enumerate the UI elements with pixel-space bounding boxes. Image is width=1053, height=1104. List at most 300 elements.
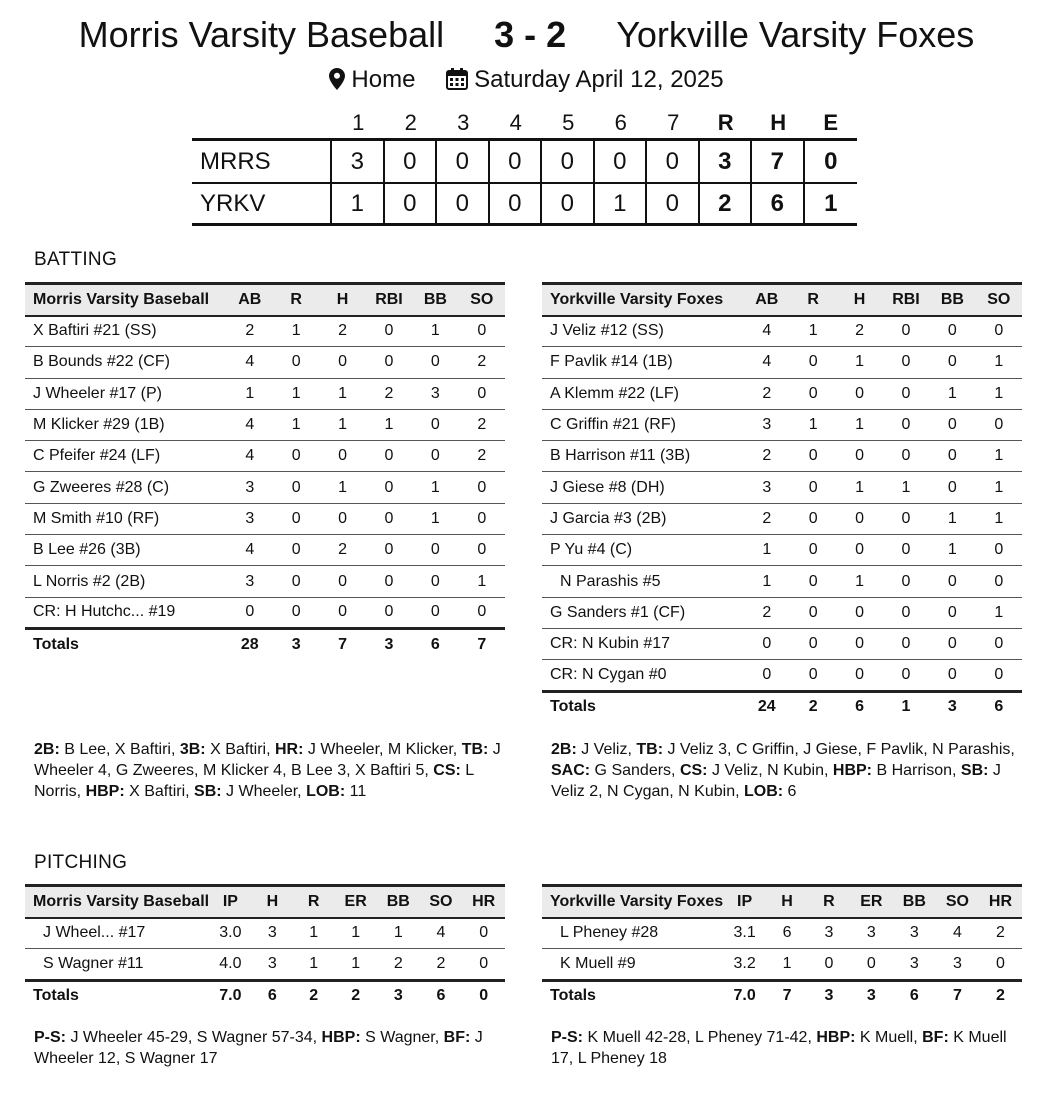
stat-value: 4	[744, 316, 790, 347]
table-row	[542, 597, 1022, 628]
stat-value: 3	[227, 503, 273, 534]
stat-value: 0	[976, 660, 1022, 691]
stat-value: 2	[744, 441, 790, 472]
totals-value: 6	[893, 980, 936, 1011]
stat-value: 2	[836, 316, 882, 347]
stat-value: 0	[319, 566, 365, 597]
stat-value: 1	[319, 378, 365, 409]
table-row	[25, 409, 505, 440]
note-value: K Muell 42-28, L Pheney 71-42,	[583, 1029, 817, 1046]
stat-value: 0	[462, 918, 505, 949]
note-value: J Veliz,	[576, 741, 637, 758]
totals-value: 1	[883, 691, 929, 722]
inning-score: 0	[647, 141, 700, 182]
table-row	[25, 918, 505, 949]
inning-score: 0	[595, 141, 648, 182]
stat-value: 0	[883, 566, 929, 597]
stat-value: 0	[273, 535, 319, 566]
stat-value: 1	[293, 949, 334, 980]
runs-total: 3	[700, 141, 753, 182]
stat-value: 1	[334, 918, 377, 949]
table-row	[25, 441, 505, 472]
stat-value: 0	[929, 441, 975, 472]
column-header: H	[836, 284, 882, 316]
table-row	[25, 472, 505, 503]
stat-value: 0	[929, 566, 975, 597]
note-key: SB:	[960, 762, 989, 779]
player-name: J Garcia #3 (2B)	[542, 503, 744, 534]
column-header: AB	[744, 284, 790, 316]
stat-value: 1	[377, 918, 420, 949]
column-header: SO	[976, 284, 1022, 316]
note-key: BF:	[922, 1029, 949, 1046]
runs-total: 2	[700, 184, 753, 223]
stat-value: 0	[836, 597, 882, 628]
table-row	[542, 347, 1022, 378]
linescore-team: YRKV	[192, 184, 332, 223]
stat-value: 1	[976, 503, 1022, 534]
note-value: B Harrison,	[872, 762, 961, 779]
stat-value: 0	[273, 597, 319, 628]
stat-value: 0	[883, 441, 929, 472]
stat-value: 0	[883, 597, 929, 628]
player-name: B Bounds #22 (CF)	[25, 347, 227, 378]
player-name: CR: N Cygan #0	[542, 660, 744, 691]
stat-value: 0	[459, 378, 505, 409]
stat-value: 4	[227, 441, 273, 472]
away-pitching-table	[25, 884, 505, 1011]
stat-value: 1	[366, 409, 412, 440]
stat-value: 0	[976, 628, 1022, 659]
note-key: 2B:	[551, 741, 577, 758]
player-name: J Wheel... #17	[25, 918, 209, 949]
totals-value: 24	[744, 691, 790, 722]
player-name: P Yu #4 (C)	[542, 535, 744, 566]
table-row	[542, 660, 1022, 691]
stat-value: 1	[273, 409, 319, 440]
player-name: C Griffin #21 (RF)	[542, 409, 744, 440]
stat-value: 0	[412, 441, 458, 472]
date-info	[446, 66, 724, 94]
column-header: R	[293, 886, 334, 918]
stat-value: 1	[293, 918, 334, 949]
stat-value: 0	[273, 566, 319, 597]
stat-value: 0	[462, 949, 505, 980]
note-value: J Wheeler, M Klicker,	[303, 741, 462, 758]
stat-value: 0	[836, 660, 882, 691]
stat-value: 6	[766, 918, 808, 949]
table-row	[25, 378, 505, 409]
errors-total: 0	[824, 147, 838, 175]
player-name: J Giese #8 (DH)	[542, 472, 744, 503]
stat-value: 0	[319, 441, 365, 472]
stat-value: 2	[366, 378, 412, 409]
table-header-row	[542, 886, 1022, 918]
errors-total: 1	[824, 189, 838, 217]
stat-value: 0	[790, 378, 836, 409]
stat-value: 4	[420, 918, 463, 949]
player-name: CR: N Kubin #17	[542, 628, 744, 659]
pitching-section-title: PITCHING	[34, 852, 128, 873]
inning-2-header: 2	[404, 110, 417, 135]
note-key: SAC:	[551, 762, 591, 779]
inning-score: 0	[542, 141, 595, 182]
stat-value: 1	[790, 409, 836, 440]
player-name: K Muell #9	[542, 949, 723, 980]
stat-value: 0	[976, 566, 1022, 597]
player-name: A Klemm #22 (LF)	[542, 378, 744, 409]
totals-row	[542, 980, 1022, 1011]
column-header: RBI	[366, 284, 412, 316]
away-pitching-notes	[34, 1027, 504, 1069]
stat-value: 0	[790, 441, 836, 472]
stat-value: 0	[412, 535, 458, 566]
note-value: L Norris,	[34, 762, 474, 800]
stat-value: 0	[836, 628, 882, 659]
note-key: CS:	[433, 762, 461, 779]
note-key: TB:	[636, 741, 664, 758]
inning-score: 3	[332, 141, 385, 182]
totals-label: Totals	[25, 628, 227, 659]
stat-value: 4	[936, 918, 979, 949]
note-value: J Wheeler 4, G Zweeres, M Klicker 4, B Lee 3, X Baftiri 5,	[34, 741, 501, 779]
stat-value: 3	[893, 949, 936, 980]
stat-value: 0	[850, 949, 893, 980]
note-key: 3B:	[179, 741, 206, 758]
stat-value: 0	[883, 316, 929, 347]
column-header: R	[273, 284, 319, 316]
stat-value: 0	[790, 566, 836, 597]
note-key: BF:	[443, 1029, 471, 1046]
inning-3-header: 3	[457, 110, 470, 135]
stat-value: 0	[227, 597, 273, 628]
hits-total: 6	[752, 184, 805, 223]
home-pitching-table	[542, 884, 1022, 1011]
stat-value: 0	[412, 347, 458, 378]
note-key: P-S:	[34, 1029, 66, 1046]
away-batting-notes	[34, 739, 504, 802]
stat-value: 0	[412, 409, 458, 440]
table-header-row	[25, 886, 505, 918]
stat-value: 2	[459, 347, 505, 378]
stat-value: 2	[420, 949, 463, 980]
totals-value: 3	[808, 980, 850, 1011]
totals-value: 3	[366, 628, 412, 659]
note-key: P-S:	[551, 1029, 583, 1046]
table-row	[542, 918, 1022, 949]
stat-value: 0	[366, 347, 412, 378]
stat-value: 2	[319, 316, 365, 347]
inning-score: 0	[490, 141, 543, 182]
note-value: J Veliz 2, N Cygan, N Kubin,	[551, 762, 1001, 800]
note-value: J Veliz, N Kubin,	[707, 762, 833, 779]
stat-value: 4	[227, 409, 273, 440]
stat-value: 2	[377, 949, 420, 980]
note-value: X Baftiri,	[124, 783, 195, 800]
linescore-row-home	[192, 182, 857, 226]
stat-value: 1	[334, 949, 377, 980]
totals-label: Totals	[542, 980, 723, 1011]
note-value: K Muell,	[855, 1029, 923, 1046]
note-key: LOB:	[743, 783, 784, 800]
totals-value: 28	[227, 628, 273, 659]
inning-6-header: 6	[614, 110, 627, 135]
totals-value: 6	[836, 691, 882, 722]
stat-value: 4	[227, 347, 273, 378]
note-key: HBP:	[816, 1029, 856, 1046]
inning-7-header: 7	[667, 110, 680, 135]
column-header: IP	[723, 886, 766, 918]
note-value: 11	[345, 783, 367, 800]
stat-value: 1	[790, 316, 836, 347]
player-name: G Sanders #1 (CF)	[542, 597, 744, 628]
column-header: R	[790, 284, 836, 316]
totals-value: 2	[979, 980, 1022, 1011]
column-header: SO	[936, 886, 979, 918]
stat-value: 0	[366, 566, 412, 597]
table-row	[542, 628, 1022, 659]
totals-label: Totals	[25, 980, 209, 1011]
stat-value: 3.1	[723, 918, 766, 949]
stat-value: 0	[273, 472, 319, 503]
totals-value: 2	[790, 691, 836, 722]
calendar-icon	[446, 68, 468, 90]
totals-value: 2	[293, 980, 334, 1011]
stat-value: 1	[412, 316, 458, 347]
home-pitching-notes	[551, 1027, 1021, 1069]
totals-value: 3	[377, 980, 420, 1011]
stat-value: 1	[976, 441, 1022, 472]
table-row	[542, 535, 1022, 566]
stat-value: 0	[929, 316, 975, 347]
stat-value: 1	[883, 472, 929, 503]
stat-value: 3	[744, 472, 790, 503]
batting-section-title: BATTING	[34, 249, 118, 270]
stat-value: 0	[883, 660, 929, 691]
stat-value: 0	[836, 503, 882, 534]
stat-value: 1	[929, 503, 975, 534]
table-row	[542, 503, 1022, 534]
stat-value: 0	[929, 628, 975, 659]
totals-value: 6	[412, 628, 458, 659]
stat-value: 1	[929, 535, 975, 566]
note-key: HBP:	[85, 783, 125, 800]
stat-value: 0	[790, 660, 836, 691]
inning-score: 0	[437, 184, 490, 223]
stat-value: 0	[790, 597, 836, 628]
stat-value: 3	[227, 472, 273, 503]
inning-4-header: 4	[509, 110, 522, 135]
location-text: Home	[351, 66, 416, 93]
inning-5-header: 5	[562, 110, 575, 135]
stat-value: 1	[412, 472, 458, 503]
column-header: IP	[209, 886, 252, 918]
stat-value: 0	[790, 347, 836, 378]
final-score: 3 - 2	[494, 14, 567, 55]
totals-value: 6	[420, 980, 463, 1011]
game-header	[0, 14, 1053, 56]
column-header: BB	[412, 284, 458, 316]
totals-value: 7.0	[209, 980, 252, 1011]
column-header: ER	[334, 886, 377, 918]
inning-score: 1	[595, 184, 648, 223]
stat-value: 1	[976, 378, 1022, 409]
stat-value: 2	[227, 316, 273, 347]
player-name: M Klicker #29 (1B)	[25, 409, 227, 440]
column-header: BB	[893, 886, 936, 918]
stat-value: 0	[976, 316, 1022, 347]
stat-value: 2	[744, 597, 790, 628]
table-row	[25, 597, 505, 628]
stat-value: 1	[976, 347, 1022, 378]
stat-value: 3.0	[209, 918, 252, 949]
stat-value: 0	[459, 503, 505, 534]
stat-value: 4	[744, 347, 790, 378]
table-row	[25, 566, 505, 597]
totals-value: 7	[936, 980, 979, 1011]
table-row	[25, 316, 505, 347]
inning-score: 0	[490, 184, 543, 223]
note-value: J Wheeler,	[221, 783, 307, 800]
note-value: K Muell 17, L Pheney 18	[551, 1029, 1007, 1067]
totals-value: 6	[976, 691, 1022, 722]
note-value: G Sanders,	[590, 762, 680, 779]
player-name: G Zweeres #28 (C)	[25, 472, 227, 503]
note-value: B Lee, X Baftiri,	[59, 741, 180, 758]
stat-value: 1	[459, 566, 505, 597]
note-key: CS:	[679, 762, 708, 779]
stat-value: 0	[744, 628, 790, 659]
player-name: B Lee #26 (3B)	[25, 535, 227, 566]
home-batting-table	[542, 282, 1022, 722]
stat-value: 2	[459, 441, 505, 472]
stat-value: 3	[412, 378, 458, 409]
date-text: Saturday April 12, 2025	[474, 66, 724, 93]
stat-value: 3	[936, 949, 979, 980]
stat-value: 0	[790, 503, 836, 534]
totals-value: 7	[766, 980, 808, 1011]
stat-value: 2	[979, 918, 1022, 949]
inning-score: 1	[332, 184, 385, 223]
stat-value: 1	[836, 566, 882, 597]
team-name-header: Morris Varsity Baseball	[25, 284, 227, 316]
player-name: L Pheney #28	[542, 918, 723, 949]
hits-header: H	[770, 110, 787, 135]
inning-score: 0	[437, 141, 490, 182]
totals-value: 7	[459, 628, 505, 659]
stat-value: 0	[366, 503, 412, 534]
linescore-team: MRRS	[192, 141, 332, 182]
totals-row	[542, 691, 1022, 722]
stat-value: 0	[412, 597, 458, 628]
player-name: S Wagner #11	[25, 949, 209, 980]
stat-value: 0	[459, 597, 505, 628]
table-row	[542, 409, 1022, 440]
home-batting-notes	[551, 739, 1021, 802]
stat-value: 0	[883, 378, 929, 409]
stat-value: 0	[929, 597, 975, 628]
stat-value: 3	[893, 918, 936, 949]
stat-value: 1	[766, 949, 808, 980]
stat-value: 3	[252, 949, 293, 980]
column-header: H	[766, 886, 808, 918]
stat-value: 0	[273, 503, 319, 534]
stat-value: 0	[929, 347, 975, 378]
totals-value: 7	[319, 628, 365, 659]
hits-total: 7	[752, 141, 805, 182]
stat-value: 1	[976, 597, 1022, 628]
table-row	[25, 347, 505, 378]
column-header: RBI	[883, 284, 929, 316]
stat-value: 3	[252, 918, 293, 949]
totals-label: Totals	[542, 691, 744, 722]
totals-value: 3	[850, 980, 893, 1011]
totals-value: 6	[252, 980, 293, 1011]
stat-value: 0	[883, 503, 929, 534]
table-row	[542, 316, 1022, 347]
table-row	[542, 441, 1022, 472]
table-row	[25, 535, 505, 566]
player-name: CR: H Hutchc... #19	[25, 597, 227, 628]
column-header: ER	[850, 886, 893, 918]
team-name-header: Yorkville Varsity Foxes	[542, 284, 744, 316]
inning-score: 0	[542, 184, 595, 223]
column-header: H	[252, 886, 293, 918]
column-header: BB	[929, 284, 975, 316]
stat-value: 0	[319, 347, 365, 378]
stat-value: 0	[412, 566, 458, 597]
stat-value: 0	[744, 660, 790, 691]
stat-value: 0	[319, 503, 365, 534]
stat-value: 0	[929, 660, 975, 691]
column-header: BB	[377, 886, 420, 918]
stat-value: 2	[744, 378, 790, 409]
note-key: SB:	[194, 783, 222, 800]
player-name: M Smith #10 (RF)	[25, 503, 227, 534]
stat-value: 4	[227, 535, 273, 566]
stat-value: 0	[976, 409, 1022, 440]
player-name: F Pavlik #14 (1B)	[542, 347, 744, 378]
stat-value: 0	[790, 472, 836, 503]
note-key: LOB:	[306, 783, 346, 800]
note-value: X Baftiri,	[205, 741, 275, 758]
table-row	[542, 472, 1022, 503]
stat-value: 3.2	[723, 949, 766, 980]
stat-value: 0	[366, 316, 412, 347]
stat-value: 0	[836, 441, 882, 472]
stat-value: 0	[366, 535, 412, 566]
stat-value: 3	[808, 918, 850, 949]
away-team-name: Morris Varsity Baseball	[78, 14, 445, 55]
team-name-header: Yorkville Varsity Foxes	[542, 886, 723, 918]
totals-value: 3	[273, 628, 319, 659]
stat-value: 2	[459, 409, 505, 440]
note-key: TB:	[461, 741, 489, 758]
team-name-header: Morris Varsity Baseball	[25, 886, 209, 918]
home-team-name: Yorkville Varsity Foxes	[616, 14, 975, 55]
stat-value: 1	[273, 316, 319, 347]
stat-value: 0	[929, 409, 975, 440]
location-info	[329, 66, 415, 94]
table-header-row	[542, 284, 1022, 316]
table-header-row	[25, 284, 505, 316]
column-header: H	[319, 284, 365, 316]
inning-score: 0	[385, 184, 438, 223]
errors-header: E	[823, 110, 839, 135]
stat-value: 0	[929, 472, 975, 503]
note-value: 6	[783, 783, 797, 800]
column-header: SO	[459, 284, 505, 316]
